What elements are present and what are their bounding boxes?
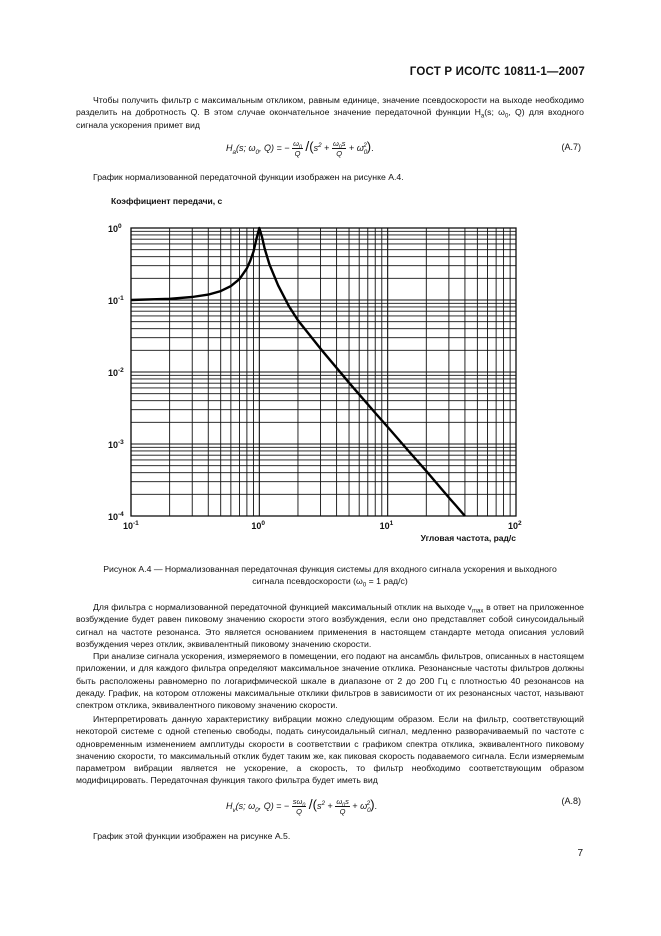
chart-labels bbox=[108, 196, 522, 543]
paragraph-figure-ref: График нормализованной передаточной функции изображен на рисунке А.4. bbox=[93, 172, 404, 182]
paragraph-intro: Чтобы получить фильтр с максимальным откликом, равным единице, значение псевдоскорости на выходе необходимо разделить на добротность Q. В этом случае окончательное значение передаточной функции $H_a(s$; $\omega_0$, Q) для входного сигнала ускорения примет вид bbox=[76, 95, 584, 130]
x-tick-label: $10^1$ bbox=[379, 520, 394, 531]
y-tick-label: $10^{-1}$ bbox=[108, 295, 124, 306]
x-tick-label: $10^0$ bbox=[251, 520, 265, 531]
paragraph-analysis: При анализе сигнала ускорения, измеряемого в помещении, его подают на ансамбль фильтров, описанных в настоящем приложении, и для каждого фильтра определяют максимальное значение отклика. Резонансные частоты фильтров должны быть расположены равномерно по логарифмической шкале в диапазоне от 2 до 200 Гц с плотностью 40 резонансов на декаду. График, на котором отложены максимальные отклики фильтров в зависимости от их резонансных частот, называют спектром отклика, эквивалентного пиковому значению скорости. bbox=[76, 651, 584, 711]
equation-number-a8: (А.8) bbox=[561, 796, 581, 806]
chart-grid bbox=[131, 228, 516, 516]
page-number: 7 bbox=[577, 848, 583, 859]
x-axis-title: Угловая частота, рад/с bbox=[420, 533, 516, 543]
x-tick-label: $10^2$ bbox=[508, 520, 522, 531]
y-tick-label: $10^{-3}$ bbox=[108, 439, 124, 450]
y-axis-title: Коэффициент передачи, с bbox=[111, 196, 223, 206]
y-tick-label: $10^{-4}$ bbox=[108, 511, 124, 522]
figure-caption: Рисунок А.4 — Нормализованная передаточная функция системы для входного сигнала ускорения и выходного сигнала псевдоскорости ($\omega_0 = 1$ рад/с) bbox=[103, 564, 557, 590]
paragraph-interpretation: Интерпретировать данную характеристику вибрации можно следующим образом. Если на фильтр, соответствующий некоторой системе с одной степенью свободы, подать синусоидальный сигнал, медленно разворачиваемый по частоте с одновременным изменением амплитуды скорости в соответствии с графиком спектра отклика, эквивалентного пиковому значению скорости, то максимальный отклик будет таким же, как пиковая скорость подаваемого сигнала. Если измеряемым параметром вибрации является не ускорение, а скорость, то фильтр необходимо соответствующим образом модифицировать. Передаточная функция такого фильтра будет иметь вид bbox=[76, 714, 584, 786]
equation-number-a7: (А.7) bbox=[561, 142, 581, 152]
x-tick-label: $10^{-1}$ bbox=[123, 520, 139, 531]
equation-a8: $H_v(s$; $\omega_0$, Q) = − $\frac{s\omega_0}{Q}$ $/(s^2$ + $\frac{\omega_0s}{Q}$ + $\omega_0^2$). bbox=[226, 796, 378, 817]
paragraph-final: График этой функции изображен на рисунке А.5. bbox=[93, 831, 291, 841]
document-header: ГОСТ Р ИСО/ТС 10811-1—2007 bbox=[409, 66, 585, 78]
equation-a7: $H_a(s$; $\omega_0$, Q) = − $\frac{\omega_0}{Q}$ $/(s^2$ + $\frac{\omega_0s}{Q}$ + $\omega_0^2$). bbox=[226, 138, 374, 159]
paragraph-max-response: Для фильтра с нормализованной передаточной функцией максимальный отклик на выходе $v_{max}$ в ответ на приложенное возбуждение будет равен пиковому значению скорости этого возбуждения, если оно представляет собой синусоидальный сигнал на частоте резонанса. Это является основанием применения в настоящем стандарте метода описания условий возбуждения через отклик, эквивалентный пиковому значению скорости. bbox=[76, 602, 584, 649]
y-tick-label: $10^0$ bbox=[108, 223, 122, 234]
y-tick-label: $10^{-2}$ bbox=[108, 367, 124, 378]
